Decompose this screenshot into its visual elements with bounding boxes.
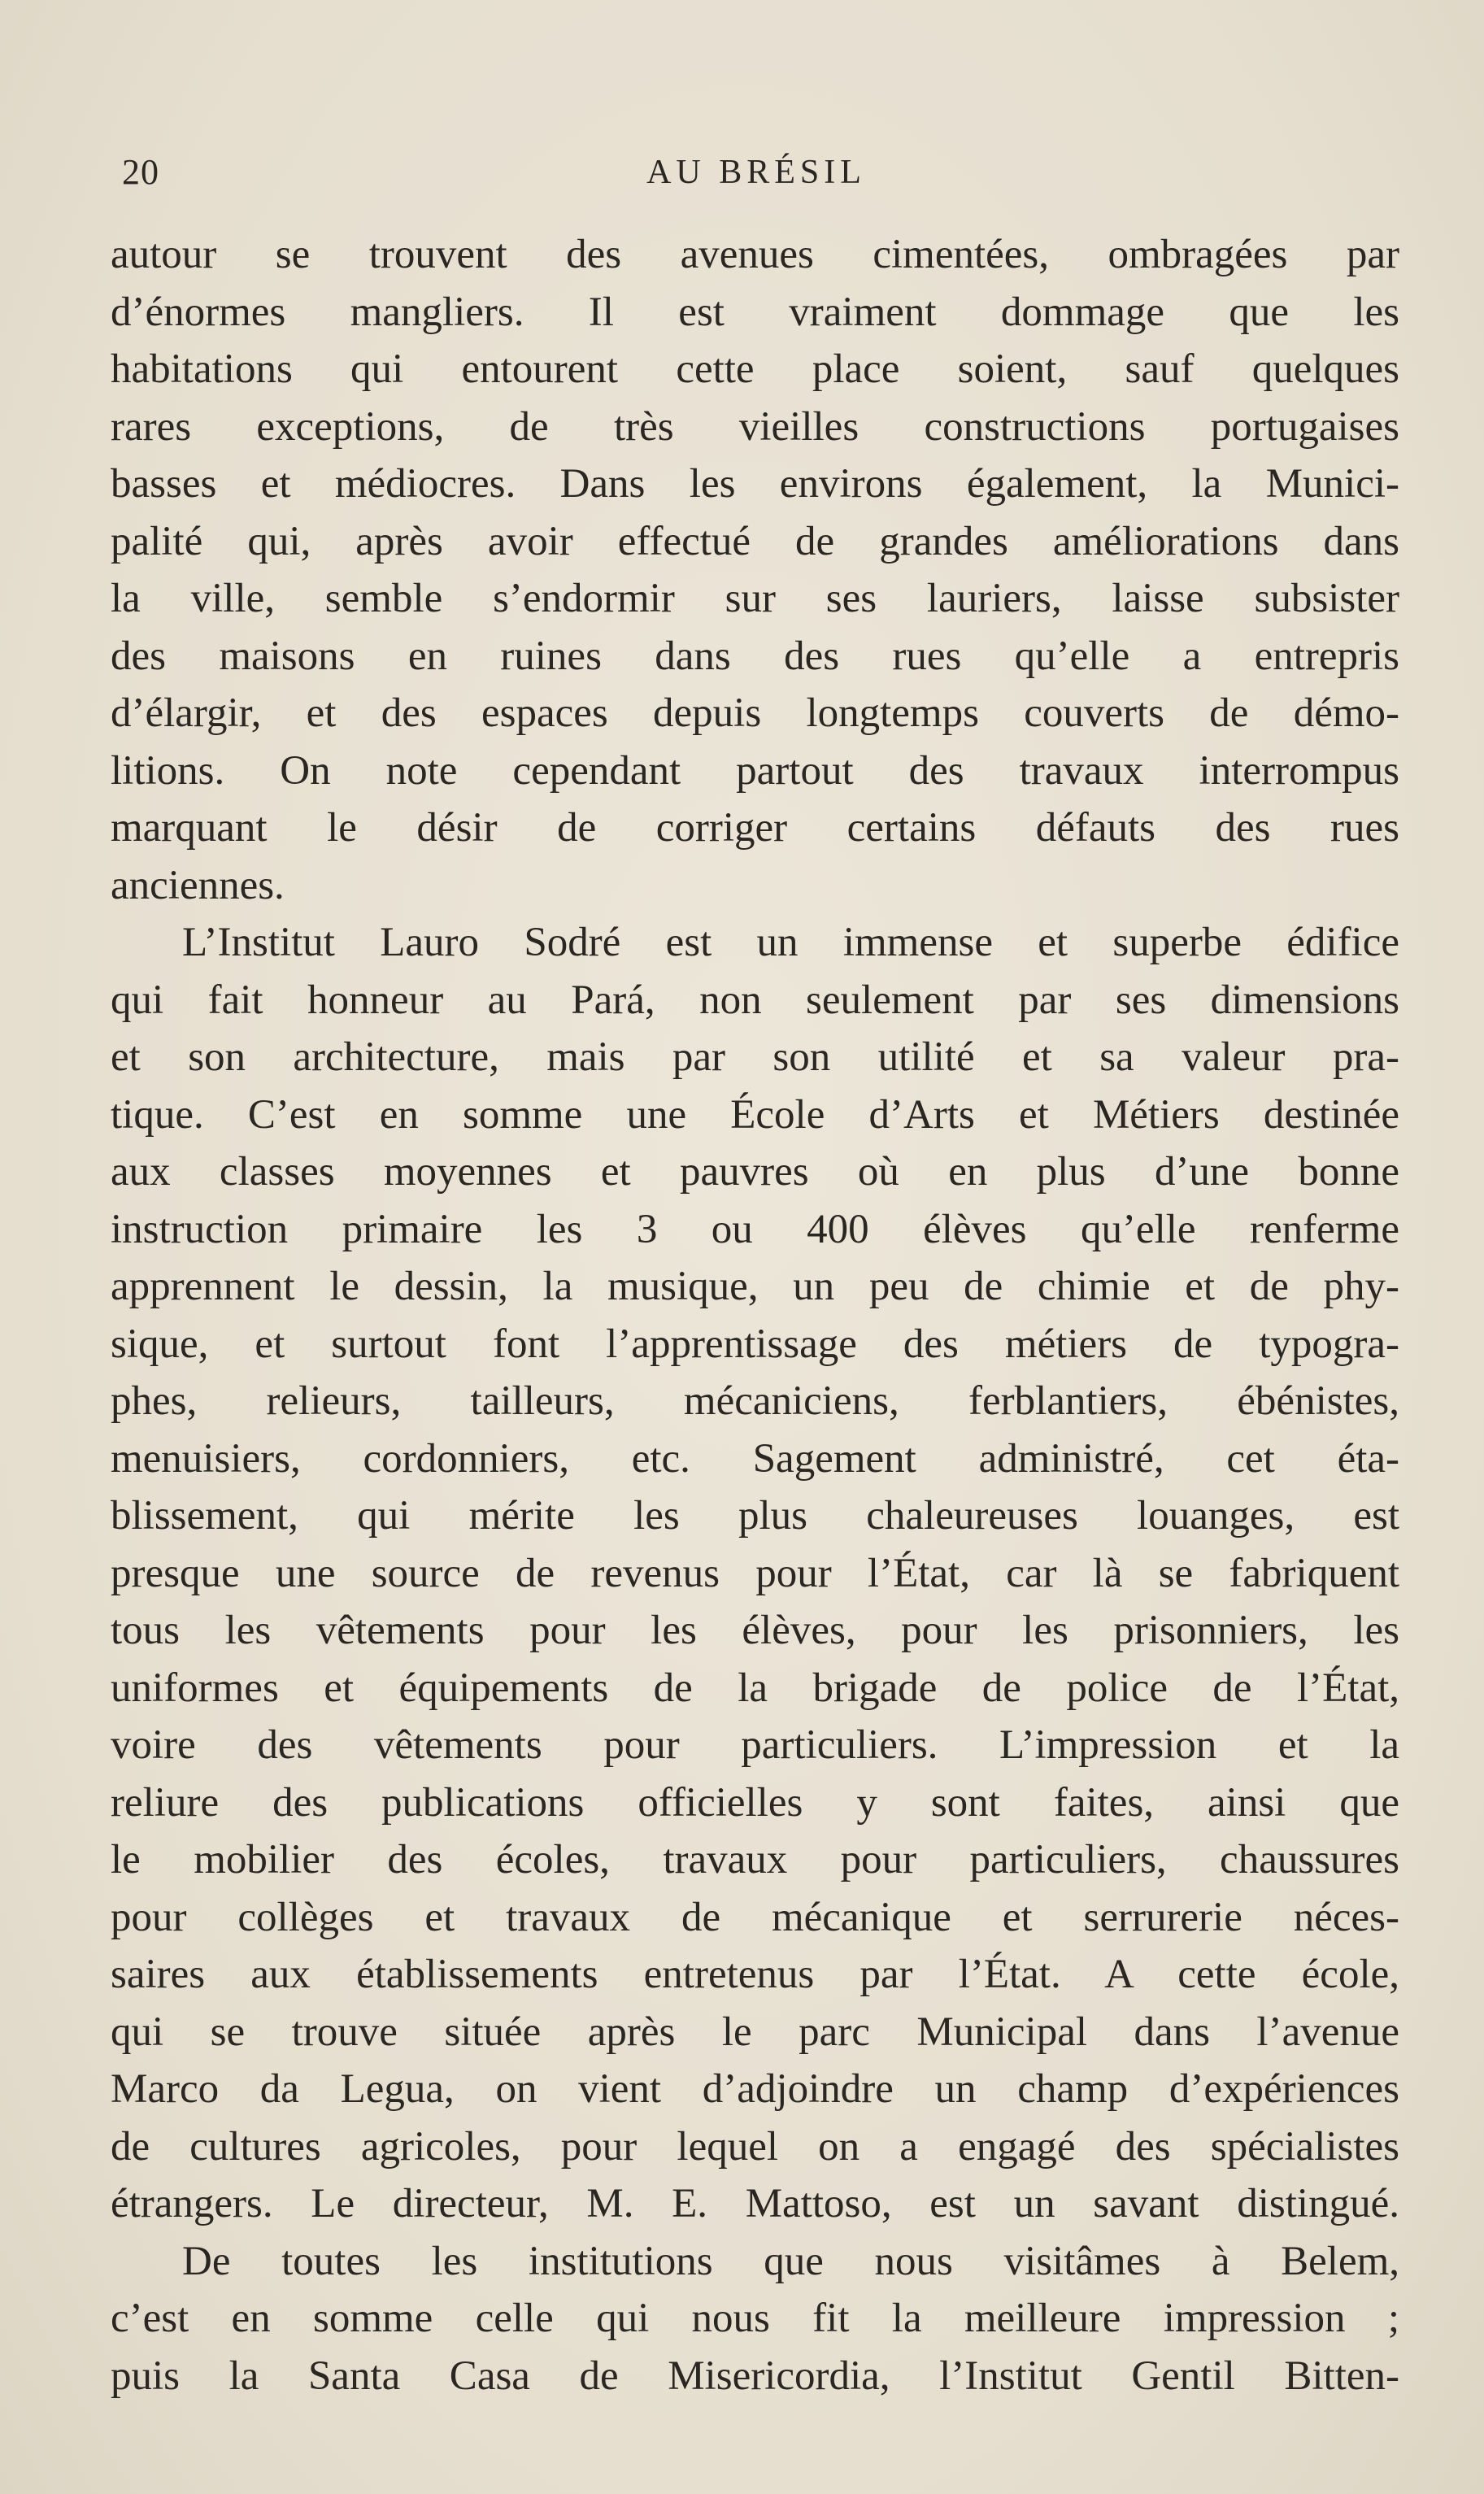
text-line: aux classes moyennes et pauvres où en plus d’une bonne (111, 1149, 1399, 1195)
text-line: uniformes et équipements de la brigade de police de l’État, (111, 1665, 1399, 1711)
text-line: tique. C’est en somme une École d’Arts et Métiers destinée (111, 1091, 1399, 1138)
text-line: saires aux établissements entretenus par l’État. A cette école, (111, 1952, 1399, 1997)
text-line: habitations qui entourent cette place soient, sauf quelques (111, 346, 1399, 392)
text-line: instruction primaire les 3 ou 400 élèves qu’elle renferme (111, 1206, 1399, 1252)
text-line: pour collèges et travaux de mécanique et serrurerie néces- (111, 1894, 1399, 1940)
text-line: des maisons en ruines dans des rues qu’elle a entrepris (111, 633, 1399, 679)
text-line: De toutes les institutions que nous visitâmes à Belem, (182, 2238, 1399, 2284)
running-title: AU BRÉSIL (646, 154, 866, 191)
text-line: voire des vêtements pour particuliers. L’impression et la (111, 1722, 1399, 1768)
text-line: la ville, semble s’endormir sur ses lauriers, laisse subsister (111, 576, 1399, 621)
text-line: qui se trouve située après le parc Municipal dans l’avenue (111, 2009, 1399, 2055)
body-text (111, 226, 1399, 2405)
page-header (114, 151, 1399, 200)
text-line: rares exceptions, de très vieilles constructions portugaises (111, 403, 1399, 450)
text-line: de cultures agricoles, pour lequel on a engagé des spécialistes (111, 2123, 1399, 2170)
text-line: étrangers. Le directeur, M. E. Mattoso, est un savant distingué. (111, 2181, 1399, 2226)
text-line: apprennent le dessin, la musique, un peu de chimie et de phy- (111, 1264, 1399, 1309)
text-line: sique, et surtout font l’apprentissage des métiers de typogra- (111, 1321, 1399, 1367)
text-line: reliure des publications officielles y sont faites, ainsi que (111, 1779, 1399, 1826)
text-line: c’est en somme celle qui nous fit la meilleure impression ; (111, 2296, 1399, 2341)
text-line: marquant le désir de corriger certains défauts des rues (111, 805, 1399, 851)
text-line: autour se trouvent des avenues cimentées, ombragées par (111, 232, 1399, 277)
text-line: et son architecture, mais par son utilité et sa valeur pra- (111, 1034, 1399, 1080)
text-line: litions. On note cependant partout des travaux interrompus (111, 747, 1399, 794)
text-line: tous les vêtements pour les élèves, pour les prisonniers, les (111, 1608, 1399, 1653)
text-line: basses et médiocres. Dans les environs également, la Munici- (111, 461, 1399, 507)
text-line: d’élargir, et des espaces depuis longtemps couverts de démo- (111, 690, 1399, 736)
text-line: blissement, qui mérite les plus chaleureuses louanges, est (111, 1493, 1399, 1539)
page-number: 20 (122, 152, 159, 192)
text-line: qui fait honneur au Pará, non seulement par ses dimensions (111, 977, 1399, 1023)
text-line: le mobilier des écoles, travaux pour particuliers, chaussures (111, 1837, 1399, 1882)
text-line: d’énormes mangliers. Il est vraiment dommage que les (111, 289, 1399, 335)
text-line: phes, relieurs, tailleurs, mécaniciens, ferblantiers, ébénistes, (111, 1378, 1399, 1424)
text-line: puis la Santa Casa de Misericordia, l’Institut Gentil Bitten- (111, 2353, 1399, 2399)
text-line: Marco da Legua, on vient d’adjoindre un champ d’expériences (111, 2066, 1399, 2112)
text-line: palité qui, après avoir effectué de grandes améliorations dans (111, 518, 1399, 564)
text-line: anciennes. (111, 862, 285, 908)
text-line: presque une source de revenus pour l’État, car là se fabriquent (111, 1550, 1399, 1596)
text-line: L’Institut Lauro Sodré est un immense et superbe édifice (182, 920, 1399, 965)
text-line: menuisiers, cordonniers, etc. Sagement administré, cet éta- (111, 1435, 1399, 1482)
